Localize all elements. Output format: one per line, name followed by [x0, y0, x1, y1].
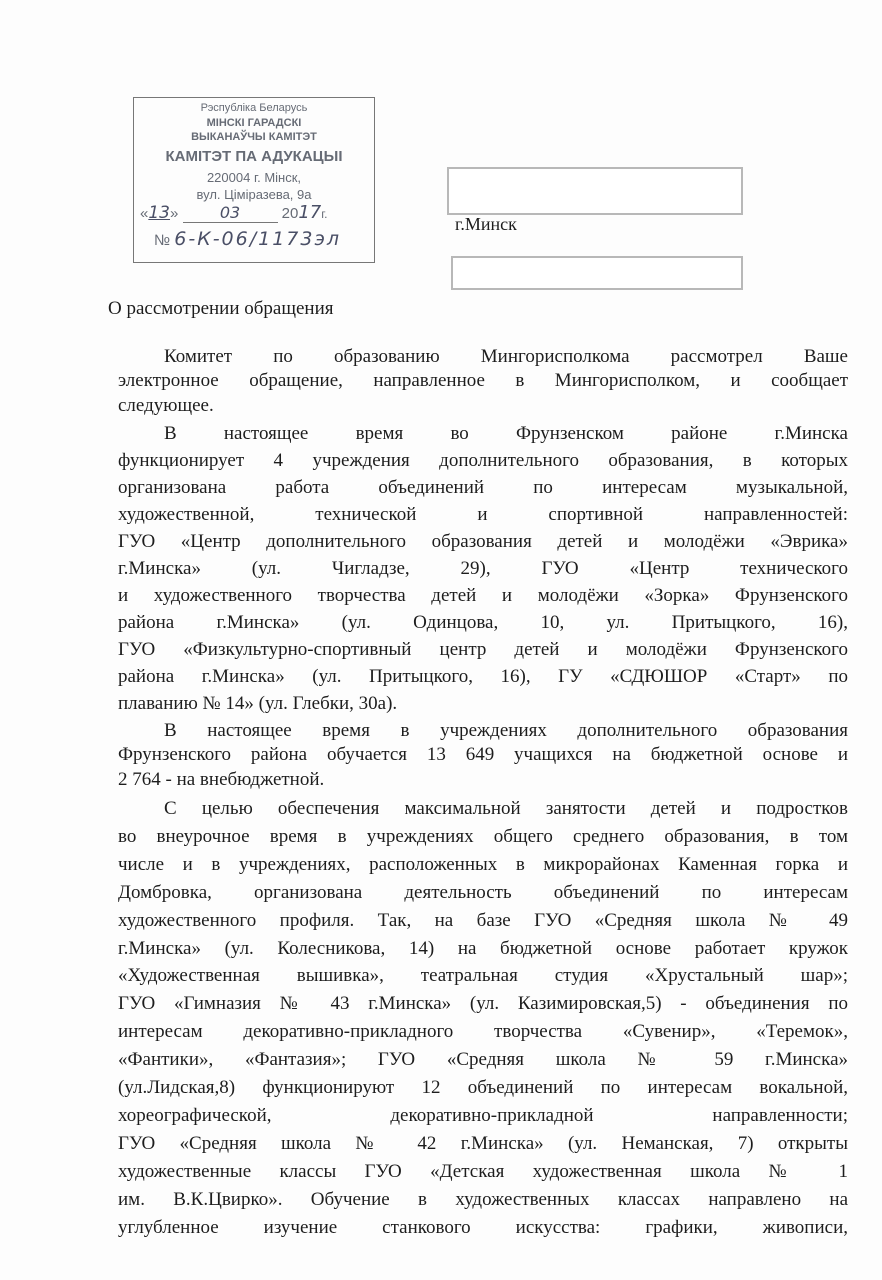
paragraph-2 — [118, 420, 848, 717]
text-line: интересам декоративно-прикладного творчества «Сувенир», «Теремок», — [118, 1021, 848, 1043]
date-month: 03 — [183, 203, 278, 223]
text-line: углубленное изучение станкового искусства: графики, живописи, — [118, 1216, 848, 1238]
text-line: художественные классы ГУО «Детская художественная школа № 1 — [118, 1160, 848, 1182]
letter-subject: О рассмотрении обращения — [108, 298, 334, 319]
text-line: г.Минска» (ул. Чигладзе, 29), ГУО «Центр технического — [118, 558, 848, 579]
date-quote-close: » — [169, 205, 179, 222]
redacted-recipient-name — [447, 167, 743, 215]
text-line: электронное обращение, направленное в Мингорисполком, и сообщает — [118, 370, 848, 392]
text-line: ГУО «Физкультурно-спортивный центр детей и молодёжи Фрунзенского — [118, 639, 848, 660]
text-line: во внеурочное время в учреждениях общего среднего образования, в том — [118, 825, 848, 847]
text-line: плаванию № 14» (ул. Глебки, 30а). — [118, 693, 398, 714]
recipient-city: г.Минск — [455, 214, 517, 234]
registration-stamp — [133, 97, 375, 263]
text-line: следующее. — [118, 394, 214, 416]
date-quote-open: « — [140, 205, 149, 222]
stamp-date — [140, 202, 374, 223]
text-line: района г.Минска» (ул. Притыцкого, 16), ГУ «СДЮШОР «Старт» по — [118, 666, 848, 687]
text-line: ГУО «Средняя школа № 42 г.Минска» (ул. Неманская, 7) открыты — [118, 1132, 848, 1154]
text-line: и художественного творчества детей и молодёжи «Зорка» Фрунзенского — [118, 585, 848, 606]
text-line: ГУО «Центр дополнительного образования детей и молодёжи «Эврика» — [118, 531, 848, 552]
date-year-prefix: 20 — [281, 205, 299, 222]
paragraph-4 — [118, 795, 848, 1242]
text-line: 2 764 - на внебюджетной. — [118, 768, 325, 790]
stamp-org-2: ВЫКАНАЎЧЫ КАМІТЭТ — [191, 131, 317, 143]
stamp-org-1: МІНСКІ ГАРАДСКІ — [206, 117, 302, 129]
text-line: В настоящее время во Фрунзенском районе г.Минска — [164, 423, 848, 444]
redacted-recipient-address — [451, 256, 743, 290]
text-line: художественного профиля. Так, на базе ГУО «Средняя школа № 49 — [118, 909, 848, 931]
text-line: Комитет по образованию Мингорисполкома рассмотрел Ваше — [164, 346, 848, 367]
text-line: Домбровка, организована деятельность объединений по интересам — [118, 881, 848, 903]
text-line: С целью обеспечения максимальной занятости детей и подростков — [164, 798, 848, 819]
text-line: г.Минска» (ул. Колесникова, 14) на бюджетной основе работает кружок — [118, 937, 848, 959]
text-line: хореографической, декоративно-прикладной направленности; — [118, 1104, 848, 1126]
text-line: числе и в учреждениях, расположенных в микрорайонах Каменная горка и — [118, 853, 848, 875]
text-line: им. В.К.Цвирко». Обучение в художественных классах направлено на — [118, 1188, 848, 1210]
number-label: № — [154, 232, 171, 249]
number-value: 6-К-06/1173эл — [174, 228, 342, 250]
text-line: художественной, технической и спортивной направленностей: — [118, 504, 848, 525]
paragraph-3 — [118, 719, 848, 792]
text-line: функционирует 4 учреждения дополнительного образования, в которых — [118, 450, 848, 471]
stamp-committee: КАМІТЭТ ПА АДУКАЦЫІ — [165, 148, 343, 165]
text-line: ГУО «Гимназия № 43 г.Минска» (ул. Казимировская,5) - объединения по — [118, 993, 848, 1015]
text-line: организована работа объединений по интересам музыкальной, — [118, 477, 848, 498]
date-g: г. — [321, 207, 328, 221]
stamp-number — [154, 228, 374, 250]
stamp-postcode: 220004 г. Мінск, — [206, 170, 302, 185]
text-line: Фрунзенского района обучается 13 649 учащихся на бюджетной основе и — [118, 744, 848, 766]
date-day: 13 — [148, 203, 170, 223]
text-line: (ул.Лидская,8) функционируют 12 объединений по интересам вокальной, — [118, 1077, 848, 1099]
text-line: В настоящее время в учреждениях дополнительного образования — [164, 720, 848, 741]
text-line: «Художественная вышивка», театральная студия «Хрустальный шар»; — [118, 965, 848, 987]
stamp-street: вул. Ціміразева, 9а — [196, 187, 312, 202]
text-line: «Фантики», «Фантазия»; ГУО «Средняя школа № 59 г.Минска» — [118, 1049, 848, 1071]
text-line: района г.Минска» (ул. Одинцова, 10, ул. Притыцкого, 16), — [118, 612, 848, 633]
stamp-country: Рэспубліка Беларусь — [200, 102, 308, 114]
paragraph-1 — [118, 345, 848, 418]
date-year-suffix: 17 — [298, 202, 322, 223]
